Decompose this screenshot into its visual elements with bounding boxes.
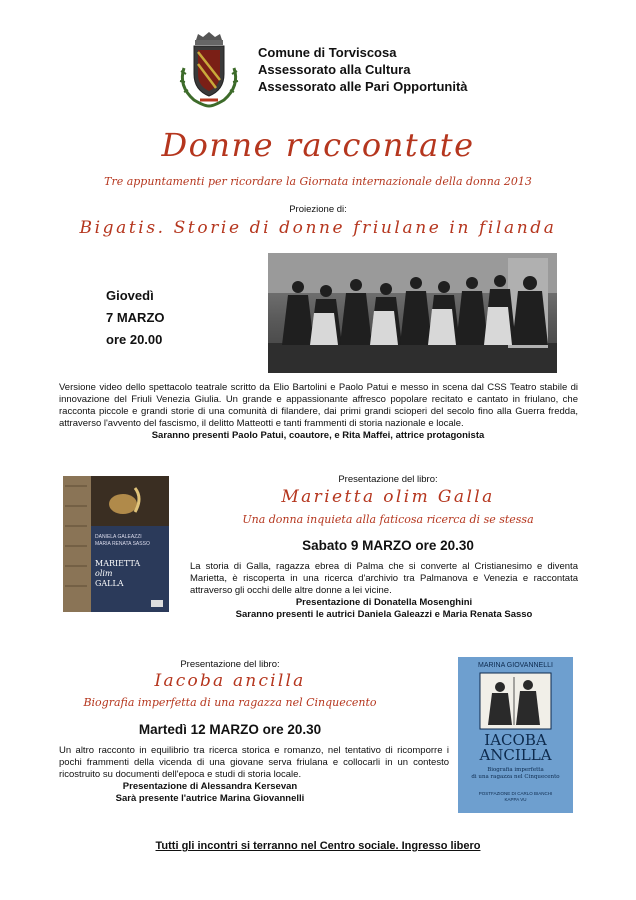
event1-title: Bigatis. Storie di donne friulane in filanda	[79, 218, 557, 238]
book-cover-marietta-title	[95, 559, 140, 589]
event2-datetime: Sabato 9 MARZO ore 20.30	[302, 538, 474, 553]
event3-datetime: Martedì 12 MARZO ore 20.30	[138, 722, 322, 737]
filanda-women-photo	[268, 253, 557, 373]
event2-guests: Saranno presenti le autrici Daniela Galeazzi e Maria Renata Sasso	[235, 609, 533, 620]
municipal-crest-icon	[176, 30, 242, 110]
event2-presenter: Presentazione di Donatella Mosenghini	[295, 597, 473, 608]
event2-subtitle: Una donna inquieta alla faticosa ricerca di se stessa	[242, 513, 534, 526]
book-cover-iacoba	[458, 657, 573, 813]
book-cover-iacoba-author: MARINA GIOVANNELLI	[478, 662, 553, 669]
page-title: Donne raccontate	[161, 126, 475, 164]
book-cover-author-1: DANIELA GALEAZZI	[95, 534, 142, 540]
book-cover-author-2: MARIA RENATA SASSO	[95, 541, 150, 547]
book-cover-iacoba-subtitle-line-2: di una ragazza nel Cinquecento	[471, 774, 560, 780]
event3-guests: Sarà presente l'autrice Marina Giovannelli	[115, 793, 305, 804]
book-cover-title-line-1: MARIETTA	[95, 559, 141, 568]
book-cover-iacoba-afterword: POSTFAZIONE DI CARLO BIANCHI	[478, 791, 553, 796]
event3-description: Un altro racconto in equilibrio tra ricerca storica e romanzo, nel tentativo di ricomporre i pochi frammenti della vicenda di una giovane serva friulana e collocarli in un contesto ricostruito su documenti dell'epoca e studi di storia locale.	[59, 745, 449, 780]
book-cover-iacoba-publisher-name: KAPPA VU	[504, 797, 527, 802]
event1-date: 7 MARZO	[106, 310, 165, 325]
book-cover-iacoba-subtitle	[458, 767, 573, 781]
footer-venue-note: Tutti gli incontri si terranno nel Centro sociale. Ingresso libero	[155, 840, 481, 852]
event1-guests: Saranno presenti Paolo Patui, coautore, e Rita Maffei, attrice protagonista	[151, 430, 485, 441]
book-cover-title-line-2: olim	[95, 569, 113, 578]
book-cover-iacoba-title	[458, 733, 573, 763]
event3-presenter: Presentazione di Alessandra Kersevan	[122, 781, 298, 792]
event3-intro: Presentazione del libro:	[180, 659, 280, 670]
page-subtitle: Tre appuntamenti per ricordare la Giornata internazionale della donna 2013	[104, 175, 532, 188]
event1-intro: Proiezione di:	[289, 204, 347, 215]
book-cover-iacoba-title-line-1: IACOBA	[484, 731, 547, 749]
event3-subtitle: Biografia imperfetta di una ragazza nel Cinquecento	[83, 696, 377, 709]
event2-title: Marietta olim Galla	[281, 487, 495, 507]
event2-description: La storia di Galla, ragazza ebrea di Palma che si converte al Cristianesimo e diventa Marietta, è riscoperta in una ricerca d'archivio tra Palmanova e Venezia e raccontata attraverso gli occhi delle altre donne a lei vicine.	[190, 561, 578, 596]
event2-intro: Presentazione del libro:	[338, 474, 438, 485]
book-cover-iacoba-subtitle-line-1: Biografia imperfetta	[487, 767, 544, 773]
header-culture-dept: Assessorato alla Cultura	[258, 62, 411, 77]
event1-day: Giovedì	[106, 288, 154, 303]
header-municipality: Comune di Torviscosa	[258, 45, 397, 60]
book-cover-iacoba-publisher	[458, 791, 573, 803]
event1-time: ore 20.00	[106, 332, 163, 347]
book-cover-iacoba-title-line-2: ANCILLA	[479, 746, 552, 764]
header-organization	[258, 44, 468, 95]
event1-description: Versione video dello spettacolo teatrale scritto da Elio Bartolini e Paolo Patui e messo in scena dal CSS Teatro stabile di innovazione del Friuli Venezia Giulia. Un grande e appassionante affresco popolare recitato e cantato in friulano, che racconta piccole e grandi storie di una comunità di filandere, dai primi grandi scioperi del secolo fino alla Guerra fredda, attraverso l'avvento del fascismo, il delitto Matteotti e tanti frammenti di storia nazionale e locale.	[59, 382, 578, 429]
header-equal-opportunity-dept: Assessorato alle Pari Opportunità	[258, 79, 468, 94]
book-cover-title-line-3: GALLA	[95, 579, 124, 588]
event3-title: Iacoba ancilla	[154, 671, 306, 691]
event1-datetime	[106, 285, 165, 351]
